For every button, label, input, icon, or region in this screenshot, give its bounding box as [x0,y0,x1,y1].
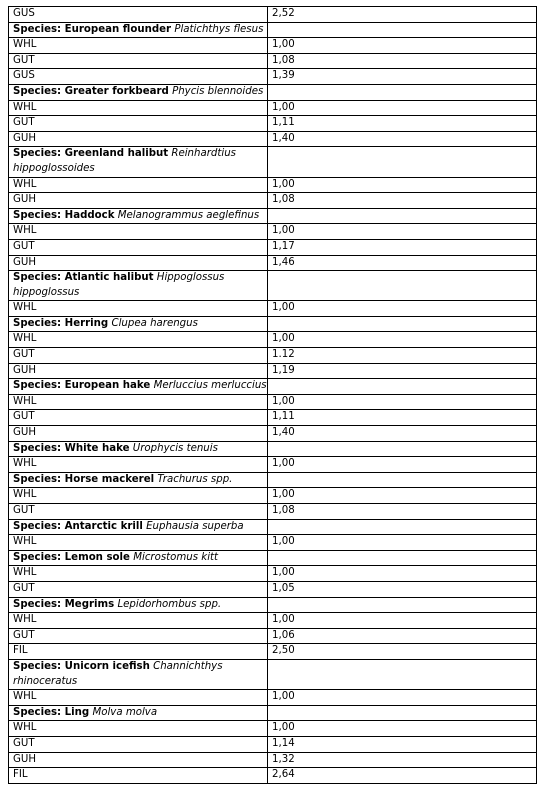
table-row [9,613,537,629]
species-header-row [9,147,537,177]
species-name-cell [9,316,268,332]
table-row [9,53,537,69]
species-header-row [9,441,537,457]
presentation-code-cell: WHL [9,332,268,348]
table-row [9,69,537,85]
species-header-row [9,659,537,689]
species-name-cell [9,84,268,100]
species-prefix-label: Species: [13,23,65,35]
conversion-factor-cell: 1,00 [268,224,537,240]
table-row [9,193,537,209]
conversion-factor-cell: 1,00 [268,613,537,629]
species-common-name: Ling [64,706,90,718]
conversion-factor-cell: 1,00 [268,332,537,348]
presentation-code-cell: GUH [9,255,268,271]
conversion-factor-cell: 1,11 [268,410,537,426]
species-common-name: Megrims [64,598,115,610]
species-prefix-label: Species: [13,520,65,532]
species-prefix-label: Species: [13,551,65,563]
species-empty-cell [268,441,537,457]
species-name-cell [9,472,268,488]
species-prefix-label: Species: [13,660,65,672]
species-latin-name: Molva molva [92,706,158,718]
presentation-code-cell: GUT [9,116,268,132]
table-row [9,504,537,520]
species-name-cell [9,208,268,224]
species-prefix-label: Species: [13,706,65,718]
conversion-factor-cell: 1,00 [268,566,537,582]
conversion-factor-table [8,6,537,784]
species-header-row [9,472,537,488]
table-row [9,457,537,473]
species-latin-name: Melanogrammus aeglefinus [117,209,260,221]
species-header-row [9,519,537,535]
conversion-factor-cell: 2,52 [268,7,537,23]
presentation-code-cell: WHL [9,100,268,116]
species-header-row [9,597,537,613]
table-row [9,394,537,410]
presentation-code-cell: GUT [9,239,268,255]
species-latin-name: Euphausia superba [146,520,244,532]
conversion-factor-cell: 1,00 [268,721,537,737]
species-empty-cell [268,22,537,38]
conversion-factor-cell: 1,17 [268,239,537,255]
conversion-factor-cell: 1,40 [268,426,537,442]
conversion-factor-cell: 1,40 [268,131,537,147]
species-name-cell [9,379,268,395]
species-empty-cell [268,208,537,224]
table-row [9,348,537,364]
species-common-name: Horse mackerel [64,473,155,485]
table-row [9,7,537,23]
conversion-factor-cell: 2,50 [268,644,537,660]
species-common-name: European flounder [64,23,172,35]
table-row [9,224,537,240]
species-prefix-label: Species: [13,380,65,392]
species-header-row [9,84,537,100]
species-header-row [9,22,537,38]
species-prefix-label: Species: [13,209,65,221]
presentation-code-cell: GUT [9,628,268,644]
species-empty-cell [268,597,537,613]
table-row [9,628,537,644]
conversion-factor-cell: 1,32 [268,752,537,768]
conversion-factor-cell: 2,64 [268,768,537,784]
species-empty-cell [268,472,537,488]
table-row [9,736,537,752]
species-header-row [9,208,537,224]
species-prefix-label: Species: [13,473,65,485]
table-row [9,566,537,582]
species-common-name: Lemon sole [64,551,130,563]
conversion-factor-cell: 1,00 [268,457,537,473]
species-latin-name: Urophycis tenuis [132,442,218,454]
species-prefix-label: Species: [13,598,65,610]
conversion-factor-cell: 1,46 [268,255,537,271]
species-common-name: Greater forkbeard [64,85,169,97]
species-empty-cell [268,705,537,721]
species-empty-cell [268,316,537,332]
presentation-code-cell: WHL [9,721,268,737]
presentation-code-cell: GUT [9,53,268,69]
conversion-factor-cell: 1,00 [268,301,537,317]
species-prefix-label: Species: [13,148,65,160]
presentation-code-cell: GUH [9,426,268,442]
conversion-factor-cell: 1.12 [268,348,537,364]
species-common-name: Atlantic halibut [64,272,154,284]
conversion-factor-cell: 1,08 [268,504,537,520]
conversion-factor-cell: 1,00 [268,100,537,116]
conversion-factor-cell: 1,00 [268,690,537,706]
presentation-code-cell: GUT [9,581,268,597]
species-common-name: White hake [64,442,130,454]
species-name-cell [9,441,268,457]
table-row [9,363,537,379]
table-row [9,768,537,784]
conversion-factor-cell: 1,00 [268,488,537,504]
table-row [9,690,537,706]
presentation-code-cell: GUS [9,7,268,23]
conversion-factor-cell: 1,14 [268,736,537,752]
species-prefix-label: Species: [13,85,65,97]
table-row [9,752,537,768]
conversion-factor-table-body [9,7,537,784]
species-common-name: Antarctic krill [64,520,143,532]
conversion-factor-cell: 1,39 [268,69,537,85]
presentation-code-cell: WHL [9,613,268,629]
presentation-code-cell: WHL [9,38,268,54]
species-latin-name: Reinhardtius hippoglossoides [13,148,236,174]
presentation-code-cell: FIL [9,644,268,660]
presentation-code-cell: GUT [9,504,268,520]
species-empty-cell [268,147,537,177]
presentation-code-cell: WHL [9,690,268,706]
table-row [9,38,537,54]
conversion-factor-cell: 1,08 [268,193,537,209]
presentation-code-cell: WHL [9,488,268,504]
species-empty-cell [268,550,537,566]
table-row [9,116,537,132]
table-row [9,721,537,737]
species-common-name: Greenland halibut [64,148,169,160]
species-header-row [9,316,537,332]
species-latin-name: Clupea harengus [111,317,198,329]
conversion-factor-cell: 1,00 [268,177,537,193]
species-latin-name: Channichthys rhinoceratus [13,660,223,687]
table-row [9,426,537,442]
species-common-name: European hake [64,380,151,392]
table-row [9,332,537,348]
presentation-code-cell: WHL [9,566,268,582]
species-latin-name: Merluccius merluccius [153,380,267,392]
species-prefix-label: Species: [13,272,65,284]
presentation-code-cell: GUT [9,410,268,426]
conversion-factor-cell: 1,11 [268,116,537,132]
conversion-factor-cell: 1,08 [268,53,537,69]
table-row [9,301,537,317]
species-prefix-label: Species: [13,317,65,329]
species-common-name: Haddock [64,209,115,221]
presentation-code-cell: WHL [9,457,268,473]
species-empty-cell [268,519,537,535]
species-name-cell [9,519,268,535]
table-row [9,255,537,271]
species-header-row [9,705,537,721]
presentation-code-cell: WHL [9,301,268,317]
presentation-code-cell: FIL [9,768,268,784]
species-empty-cell [268,659,537,689]
presentation-code-cell: WHL [9,224,268,240]
species-prefix-label: Species: [13,442,65,454]
species-header-row [9,271,537,301]
conversion-factor-cell: 1,06 [268,628,537,644]
table-row [9,239,537,255]
conversion-factor-cell: 1,05 [268,581,537,597]
species-name-cell [9,147,268,177]
table-row [9,581,537,597]
species-latin-name: Microstomus kitt [133,551,219,563]
species-name-cell [9,271,268,301]
species-latin-name: Hippoglossus hippoglossus [13,272,225,298]
table-row [9,100,537,116]
presentation-code-cell: WHL [9,394,268,410]
species-empty-cell [268,379,537,395]
table-row [9,410,537,426]
species-latin-name: Platichthys flesus [174,23,264,35]
species-common-name: Unicorn icefish [64,660,150,672]
species-header-row [9,550,537,566]
presentation-code-cell: GUS [9,69,268,85]
presentation-code-cell: GUH [9,752,268,768]
species-header-row [9,379,537,395]
conversion-factor-cell: 1,00 [268,38,537,54]
conversion-factor-cell: 1,00 [268,394,537,410]
species-name-cell [9,705,268,721]
table-row [9,177,537,193]
species-latin-name: Lepidorhombus spp. [117,598,222,610]
species-name-cell [9,22,268,38]
species-empty-cell [268,271,537,301]
presentation-code-cell: WHL [9,177,268,193]
table-row [9,644,537,660]
species-name-cell [9,659,268,689]
species-name-cell [9,550,268,566]
species-name-cell [9,597,268,613]
presentation-code-cell: GUH [9,193,268,209]
presentation-code-cell: GUT [9,348,268,364]
presentation-code-cell: GUH [9,131,268,147]
species-latin-name: Phycis blennoides [172,85,264,97]
conversion-factor-cell: 1,19 [268,363,537,379]
species-common-name: Herring [64,317,109,329]
presentation-code-cell: GUH [9,363,268,379]
species-latin-name: Trachurus spp. [157,473,233,485]
conversion-factor-cell: 1,00 [268,535,537,551]
species-empty-cell [268,84,537,100]
table-row [9,535,537,551]
table-row [9,488,537,504]
table-row [9,131,537,147]
presentation-code-cell: WHL [9,535,268,551]
presentation-code-cell: GUT [9,736,268,752]
